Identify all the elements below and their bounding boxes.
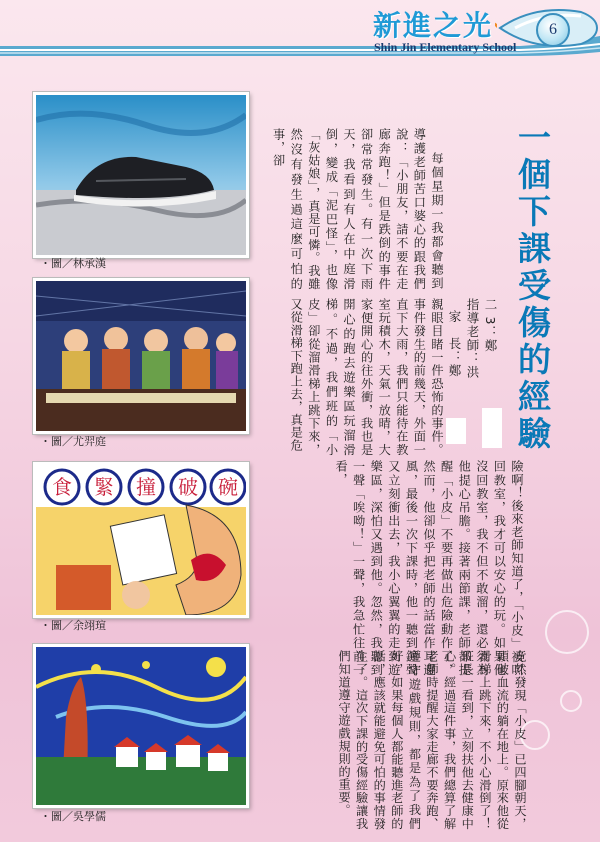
article-column-1	[255, 128, 445, 290]
article-column-4	[278, 650, 528, 830]
starry-town-painting-icon	[36, 647, 246, 805]
byline-class: 二 3：鄭	[483, 298, 498, 353]
art-text: 破	[178, 475, 198, 499]
paragraph: 每個星期一我都會聽到導護老師苦口婆心的跟我們說：「小朋友，請不要在走廊奔跑！」但是跌倒的事件卻常常發生。有一次下雨天，我看到有人在中庭滑倒，變成「泥巴怪」，也像「灰姑娘」，真是可憐。我雖然沒有發生過這麼可怕的事，卻	[271, 128, 444, 290]
image-caption: ・圖／林承漢	[40, 257, 106, 270]
art-text: 緊	[94, 475, 114, 499]
byline-teacher: 指導老師：洪	[465, 298, 480, 379]
sneaker-painting-icon	[36, 95, 246, 255]
paragraph: 險啊！後來老師知道了，「小皮」被叫回教室，我才可以安心的玩。如果他沒回教室，我不但不敢溜，還必須為他提心吊膽。接著兩節課，老師都提醒「小皮」不要再做出危險動作了，然而，他卻似乎把老師的話當作耳邊風，最後一次下課時，他一聽到鐘聲又立刻衝出去，我小心翼翼的走到遊樂區，深怕又遇到他。忽然，我聽到一聲「唉呦！」一聲，我急忙往前一看，	[334, 460, 524, 676]
article-column-3	[255, 460, 525, 676]
illustration-starry-town	[33, 644, 249, 808]
byline-parent: 家 長：鄭	[447, 310, 462, 378]
brand-title: 新進之光	[373, 9, 494, 42]
art-text: 食	[52, 475, 72, 499]
paragraph: 竟然發現「小皮」已四腳朝天，頭破血流的躺在地上。原來他從滑梯上跳下來，不小心滑倒了！班長一看到，立刻扶他去健康中心。經過這件事，我們總算了解老師時提醒大家走廊不要奔跑、遵守遊戲規則，都是為了我們好，如果每個人都能聽進老師的話，應該就能避免可怕的事情發生了。這次下課的受傷經驗讓我們知道遵守遊戲規則的重要。	[337, 650, 527, 830]
brand-subtitle: Shin Jin Elementary School	[374, 40, 517, 54]
image-caption: ・圖／余翊瑄	[40, 619, 106, 632]
illustration-sneaker	[33, 92, 249, 258]
art-text: 碗	[218, 475, 238, 499]
art-text: 撞	[136, 475, 156, 499]
decoration-circle	[545, 610, 589, 654]
paragraph: 親眼目睹一件恐怖的事件。事件發生的前幾天，外面一直下大雨，我們只能待在教室玩積木，天氣一放晴，大家便開心的往外衝，我也是開心的跑去遊樂區玩溜滑梯。不過，我們班的「小皮」卻從溜滑梯上跳下來，又從滑梯下跑上去，真是危	[289, 298, 444, 456]
illustration-classroom	[33, 278, 249, 434]
redacted-name	[446, 418, 466, 444]
page-number: 6	[536, 13, 570, 47]
article-column-2	[255, 298, 445, 456]
classroom-painting-icon	[36, 281, 246, 431]
illustration-eat-fast	[33, 462, 249, 618]
eat-fast-painting-icon	[36, 465, 246, 615]
image-caption: ・圖／尤羿庭	[40, 435, 106, 448]
decoration-circle	[560, 690, 582, 712]
redacted-name	[482, 408, 502, 448]
article-title: 一個下課受傷的經驗	[513, 120, 552, 453]
image-caption: ・圖／吳學儒	[40, 810, 106, 823]
